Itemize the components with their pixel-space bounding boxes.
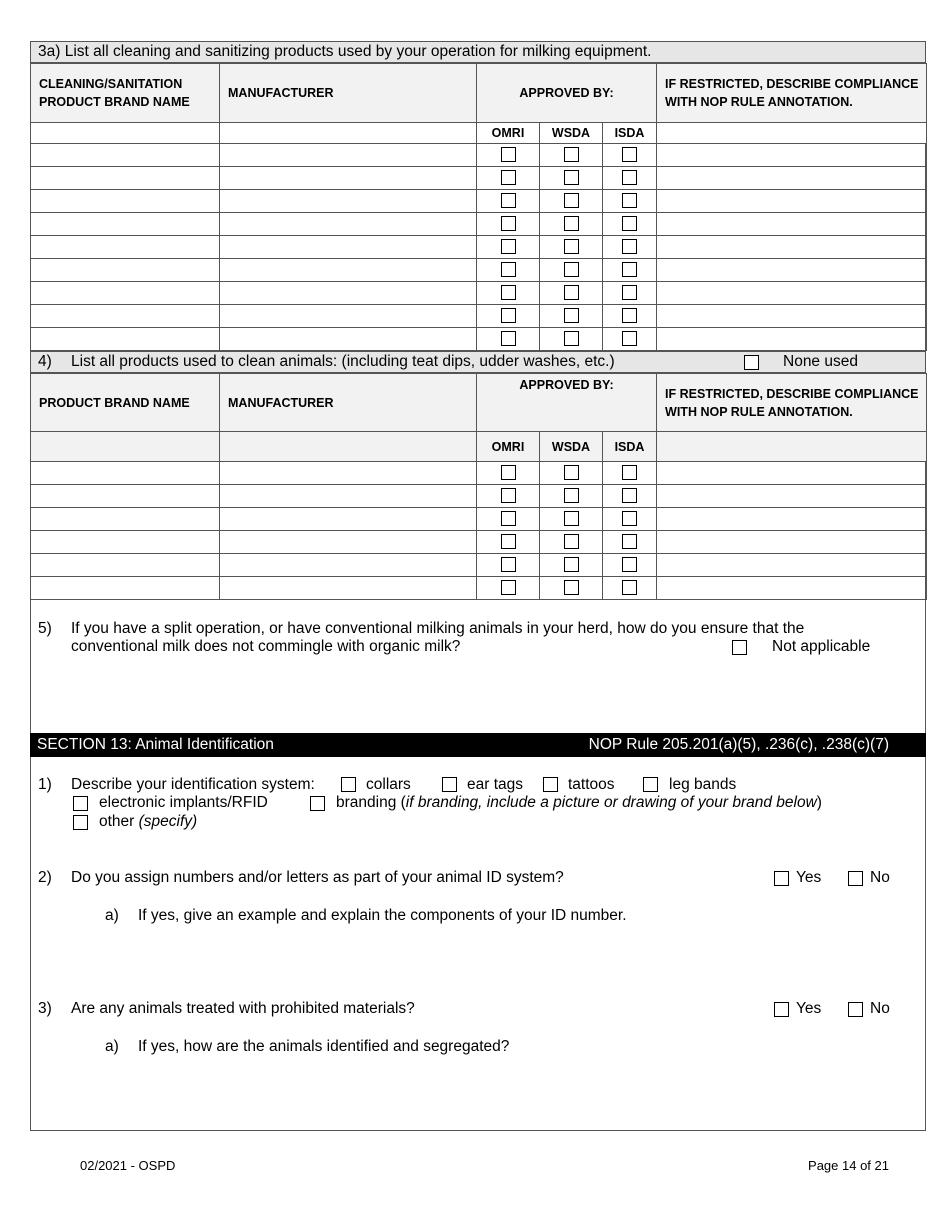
q4-wsda-checkbox[interactable] (564, 465, 579, 480)
q3a-manufacturer-cell[interactable] (220, 328, 477, 351)
q4-omri-checkbox[interactable] (501, 488, 516, 503)
q3a-omri-cell (477, 190, 540, 213)
q4-wsda-cell (540, 485, 603, 508)
q4-isda-checkbox[interactable] (622, 557, 637, 572)
not-applicable-label: Not applicable (772, 638, 871, 655)
q4-wsda-cell (540, 508, 603, 531)
q3a-restricted-cell[interactable] (657, 213, 927, 236)
q3a-col-approved: APPROVED BY: (519, 86, 614, 100)
q3a-wsda-checkbox[interactable] (564, 308, 579, 323)
q4-brand-cell[interactable] (31, 462, 220, 485)
q4-col-restricted: IF RESTRICTED, DESCRIBE COMPLIANCE WITH NOP RULE ANNOTATION. (665, 386, 919, 419)
not-applicable-checkbox[interactable] (732, 640, 747, 655)
footer-page: Page 14 of 21 (808, 1158, 889, 1173)
q3a-isda-checkbox[interactable] (622, 262, 637, 277)
q4-brand-cell[interactable] (31, 508, 220, 531)
q3a-manufacturer-cell[interactable] (220, 190, 477, 213)
q3a-brand-cell[interactable] (31, 328, 220, 351)
leg-bands-checkbox[interactable] (643, 777, 658, 792)
q3a-subcol-isda: ISDA (603, 123, 657, 144)
q3a-brand-cell[interactable] (31, 167, 220, 190)
q4-brand-cell[interactable] (31, 531, 220, 554)
q3a-isda-cell (603, 167, 657, 190)
q3a-isda-checkbox[interactable] (622, 170, 637, 185)
q3a-isda-cell (603, 236, 657, 259)
q4-restricted-cell[interactable] (657, 485, 927, 508)
q3a-omri-checkbox[interactable] (501, 331, 516, 346)
section-13-header (30, 733, 926, 757)
branding-label: branding (if branding, include a picture or drawing of your brand below) (336, 794, 822, 811)
q4-isda-cell (603, 531, 657, 554)
q3-no-label: No (870, 1000, 890, 1017)
q3a-row (31, 190, 927, 213)
q3a-restricted-cell[interactable] (657, 282, 927, 305)
q4-omri-cell (477, 554, 540, 577)
section-13-rule: NOP Rule 205.201(a)(5), .236(c), .238(c)(7) (588, 736, 889, 753)
q3a-omri-cell (477, 167, 540, 190)
q3-yes-label: Yes (796, 1000, 822, 1017)
q3a-wsda-cell (540, 328, 603, 351)
q3a-omri-cell (477, 236, 540, 259)
q3a-wsda-cell (540, 167, 603, 190)
q4-row (31, 485, 927, 508)
q3a-isda-checkbox[interactable] (622, 308, 637, 323)
q3a-brand-cell[interactable] (31, 259, 220, 282)
q4-omri-checkbox[interactable] (501, 557, 516, 572)
q4-manufacturer-cell[interactable] (220, 485, 477, 508)
q4-number: 4) (38, 353, 52, 370)
q3a-brand-cell[interactable] (31, 282, 220, 305)
q3a-row (31, 144, 927, 167)
q4-subcol-isda: ISDA (603, 432, 657, 462)
q3a-isda-cell (603, 213, 657, 236)
q4-isda-cell (603, 554, 657, 577)
none-used-label: None used (783, 353, 858, 370)
q4-col-manufacturer: MANUFACTURER (228, 395, 334, 410)
q3a-isda-checkbox[interactable] (622, 193, 637, 208)
q3a-wsda-checkbox[interactable] (564, 147, 579, 162)
q4-wsda-cell (540, 462, 603, 485)
section-13-title: SECTION 13: Animal Identification (37, 736, 274, 753)
q4-wsda-checkbox[interactable] (564, 488, 579, 503)
q3a-brand-cell[interactable] (31, 144, 220, 167)
q3a-restricted-cell[interactable] (657, 167, 927, 190)
q3a-row (31, 328, 927, 351)
q3a-subcol-wsda: WSDA (540, 123, 603, 144)
q3a-wsda-checkbox[interactable] (564, 331, 579, 346)
q3a-manufacturer-cell[interactable] (220, 259, 477, 282)
q4-isda-checkbox[interactable] (622, 534, 637, 549)
q3a-wsda-cell (540, 144, 603, 167)
q4-omri-checkbox[interactable] (501, 534, 516, 549)
q3a-restricted-cell[interactable] (657, 236, 927, 259)
q4-wsda-checkbox[interactable] (564, 580, 579, 595)
q3a-subcol-omri: OMRI (477, 123, 540, 144)
q3a-title: 3a) List all cleaning and sanitizing products used by your operation for milking equipment. (38, 43, 652, 60)
q3a-isda-checkbox[interactable] (622, 285, 637, 300)
q4-restricted-cell[interactable] (657, 531, 927, 554)
q3a-rows (31, 144, 927, 351)
branding-checkbox[interactable] (310, 796, 325, 811)
q4-isda-checkbox[interactable] (622, 511, 637, 526)
s13-q2a-label: a) (105, 907, 119, 924)
q4-manufacturer-cell[interactable] (220, 531, 477, 554)
q3a-omri-checkbox[interactable] (501, 170, 516, 185)
q4-omri-cell (477, 508, 540, 531)
q3a-brand-cell[interactable] (31, 213, 220, 236)
q3a-row (31, 259, 927, 282)
q4-restricted-cell[interactable] (657, 554, 927, 577)
q3a-manufacturer-cell[interactable] (220, 213, 477, 236)
q4-isda-checkbox[interactable] (622, 465, 637, 480)
other-checkbox[interactable] (73, 815, 88, 830)
q4-row (31, 554, 927, 577)
q3a-manufacturer-cell[interactable] (220, 282, 477, 305)
q4-restricted-cell[interactable] (657, 462, 927, 485)
q3a-manufacturer-cell[interactable] (220, 144, 477, 167)
q3a-omri-cell (477, 305, 540, 328)
other-label: other (specify) (99, 813, 198, 830)
q3a-restricted-cell[interactable] (657, 328, 927, 351)
q4-wsda-cell (540, 531, 603, 554)
q3a-row (31, 213, 927, 236)
s13-q2-text: Do you assign numbers and/or letters as part of your animal ID system? (71, 869, 564, 886)
q4-manufacturer-cell[interactable] (220, 462, 477, 485)
q4-brand-cell[interactable] (31, 577, 220, 600)
q3a-omri-cell (477, 144, 540, 167)
q4-wsda-cell (540, 577, 603, 600)
q4-wsda-checkbox[interactable] (564, 511, 579, 526)
electronic-implants-checkbox[interactable] (73, 796, 88, 811)
q3a-wsda-cell (540, 282, 603, 305)
q3a-wsda-cell (540, 305, 603, 328)
q3a-omri-checkbox[interactable] (501, 216, 516, 231)
q3a-isda-cell (603, 328, 657, 351)
q3a-wsda-checkbox[interactable] (564, 193, 579, 208)
q2-yes-checkbox[interactable] (774, 871, 789, 886)
collars-label: collars (366, 776, 411, 793)
q3a-isda-cell (603, 305, 657, 328)
q3a-wsda-checkbox[interactable] (564, 262, 579, 277)
q4-wsda-checkbox[interactable] (564, 557, 579, 572)
q5-line2: conventional milk does not commingle with organic milk? (71, 638, 461, 655)
q3a-brand-cell[interactable] (31, 236, 220, 259)
q2-yes-label: Yes (796, 869, 822, 886)
q3a-wsda-checkbox[interactable] (564, 170, 579, 185)
q4-row (31, 531, 927, 554)
q4-wsda-cell (540, 554, 603, 577)
q3a-row (31, 167, 927, 190)
q2-no-label: No (870, 869, 890, 886)
q4-omri-cell (477, 577, 540, 600)
q4-isda-cell (603, 577, 657, 600)
q4-isda-cell (603, 485, 657, 508)
q3a-wsda-checkbox[interactable] (564, 239, 579, 254)
q3a-manufacturer-cell[interactable] (220, 305, 477, 328)
q2-no-checkbox[interactable] (848, 871, 863, 886)
q3a-omri-cell (477, 259, 540, 282)
q3a-isda-checkbox[interactable] (622, 239, 637, 254)
q3-no-checkbox[interactable] (848, 1002, 863, 1017)
q4-isda-checkbox[interactable] (622, 488, 637, 503)
q3a-restricted-cell[interactable] (657, 144, 927, 167)
q3a-wsda-cell (540, 190, 603, 213)
q3a-brand-cell[interactable] (31, 190, 220, 213)
q4-table (30, 373, 927, 600)
q3a-restricted-cell[interactable] (657, 190, 927, 213)
footer-date: 02/2021 - OSPD (80, 1158, 176, 1173)
q3a-isda-checkbox[interactable] (622, 216, 637, 231)
q3a-manufacturer-cell[interactable] (220, 167, 477, 190)
q4-omri-checkbox[interactable] (501, 465, 516, 480)
q3a-isda-cell (603, 190, 657, 213)
s13-q1-lead: Describe your identification system: (71, 776, 315, 793)
q4-restricted-cell[interactable] (657, 508, 927, 531)
q3a-restricted-cell[interactable] (657, 305, 927, 328)
q4-omri-cell (477, 531, 540, 554)
q3a-brand-cell[interactable] (31, 305, 220, 328)
q4-row (31, 508, 927, 531)
q3a-omri-checkbox[interactable] (501, 239, 516, 254)
s13-q1-number: 1) (38, 776, 52, 793)
q3a-row (31, 282, 927, 305)
q4-restricted-cell[interactable] (657, 577, 927, 600)
q3a-wsda-cell (540, 259, 603, 282)
q3a-wsda-checkbox[interactable] (564, 216, 579, 231)
q4-row (31, 462, 927, 485)
q3a-isda-cell (603, 144, 657, 167)
q4-omri-checkbox[interactable] (501, 511, 516, 526)
q3a-restricted-cell[interactable] (657, 259, 927, 282)
q3a-isda-cell (603, 282, 657, 305)
q3a-omri-checkbox[interactable] (501, 285, 516, 300)
tattoos-label: tattoos (568, 776, 615, 793)
q3a-col-restricted: IF RESTRICTED, DESCRIBE COMPLIANCE WITH NOP RULE ANNOTATION. (665, 77, 919, 109)
q4-manufacturer-cell[interactable] (220, 554, 477, 577)
s13-q2-number: 2) (38, 869, 52, 886)
q3a-omri-cell (477, 328, 540, 351)
q4-isda-checkbox[interactable] (622, 580, 637, 595)
q4-isda-cell (603, 508, 657, 531)
q4-subcol-omri: OMRI (477, 432, 540, 462)
q3a-row (31, 236, 927, 259)
none-used-checkbox[interactable] (744, 355, 759, 370)
leg-bands-label: leg bands (669, 776, 737, 793)
q3a-manufacturer-cell[interactable] (220, 236, 477, 259)
q5-number: 5) (38, 620, 52, 637)
q4-brand-cell[interactable] (31, 554, 220, 577)
q4-subcol-wsda: WSDA (540, 432, 603, 462)
q4-rows (31, 462, 927, 600)
s13-q3a-label: a) (105, 1038, 119, 1055)
q3a-wsda-cell (540, 213, 603, 236)
other-note: (specify) (138, 813, 198, 830)
q3a-wsda-checkbox[interactable] (564, 285, 579, 300)
q4-omri-cell (477, 462, 540, 485)
q3a-row (31, 305, 927, 328)
q4-manufacturer-cell[interactable] (220, 508, 477, 531)
q4-row (31, 577, 927, 600)
q3a-omri-checkbox[interactable] (501, 193, 516, 208)
q4-omri-checkbox[interactable] (501, 580, 516, 595)
q4-col-brand: PRODUCT BRAND NAME (39, 395, 190, 410)
collars-checkbox[interactable] (341, 777, 356, 792)
tattoos-checkbox[interactable] (543, 777, 558, 792)
q3a-table (30, 63, 927, 351)
q4-title-bar (30, 351, 926, 373)
q3-yes-checkbox[interactable] (774, 1002, 789, 1017)
q3a-title-bar (30, 41, 926, 63)
q3a-col-brand: CLEANING/SANITATION PRODUCT BRAND NAME (39, 77, 190, 109)
q4-omri-cell (477, 485, 540, 508)
q3a-wsda-cell (540, 236, 603, 259)
q3a-omri-cell (477, 282, 540, 305)
s13-q2a-text: If yes, give an example and explain the components of your ID number. (138, 907, 627, 924)
q3a-omri-checkbox[interactable] (501, 262, 516, 277)
electronic-implants-label: electronic implants/RFID (99, 794, 268, 811)
s13-q3-text: Are any animals treated with prohibited materials? (71, 1000, 415, 1017)
s13-q3-number: 3) (38, 1000, 52, 1017)
q4-manufacturer-cell[interactable] (220, 577, 477, 600)
q3a-omri-checkbox[interactable] (501, 308, 516, 323)
q3a-isda-checkbox[interactable] (622, 331, 637, 346)
ear-tags-label: ear tags (467, 776, 524, 793)
branding-note: if branding, include a picture or drawing of your brand below (405, 794, 817, 811)
ear-tags-checkbox[interactable] (442, 777, 457, 792)
q4-isda-cell (603, 462, 657, 485)
q3a-omri-checkbox[interactable] (501, 147, 516, 162)
q5-line1: If you have a split operation, or have conventional milking animals in your herd, how do you ensure that the (71, 620, 805, 637)
q4-col-approved: APPROVED BY: (519, 378, 614, 392)
q3a-isda-cell (603, 259, 657, 282)
q4-brand-cell[interactable] (31, 485, 220, 508)
q4-wsda-checkbox[interactable] (564, 534, 579, 549)
q3a-omri-cell (477, 213, 540, 236)
q4-title: List all products used to clean animals: (including teat dips, udder washes, etc.) (71, 353, 615, 370)
q3a-isda-checkbox[interactable] (622, 147, 637, 162)
q3a-col-manufacturer: MANUFACTURER (228, 86, 334, 100)
s13-q3a-text: If yes, how are the animals identified and segregated? (138, 1038, 510, 1055)
